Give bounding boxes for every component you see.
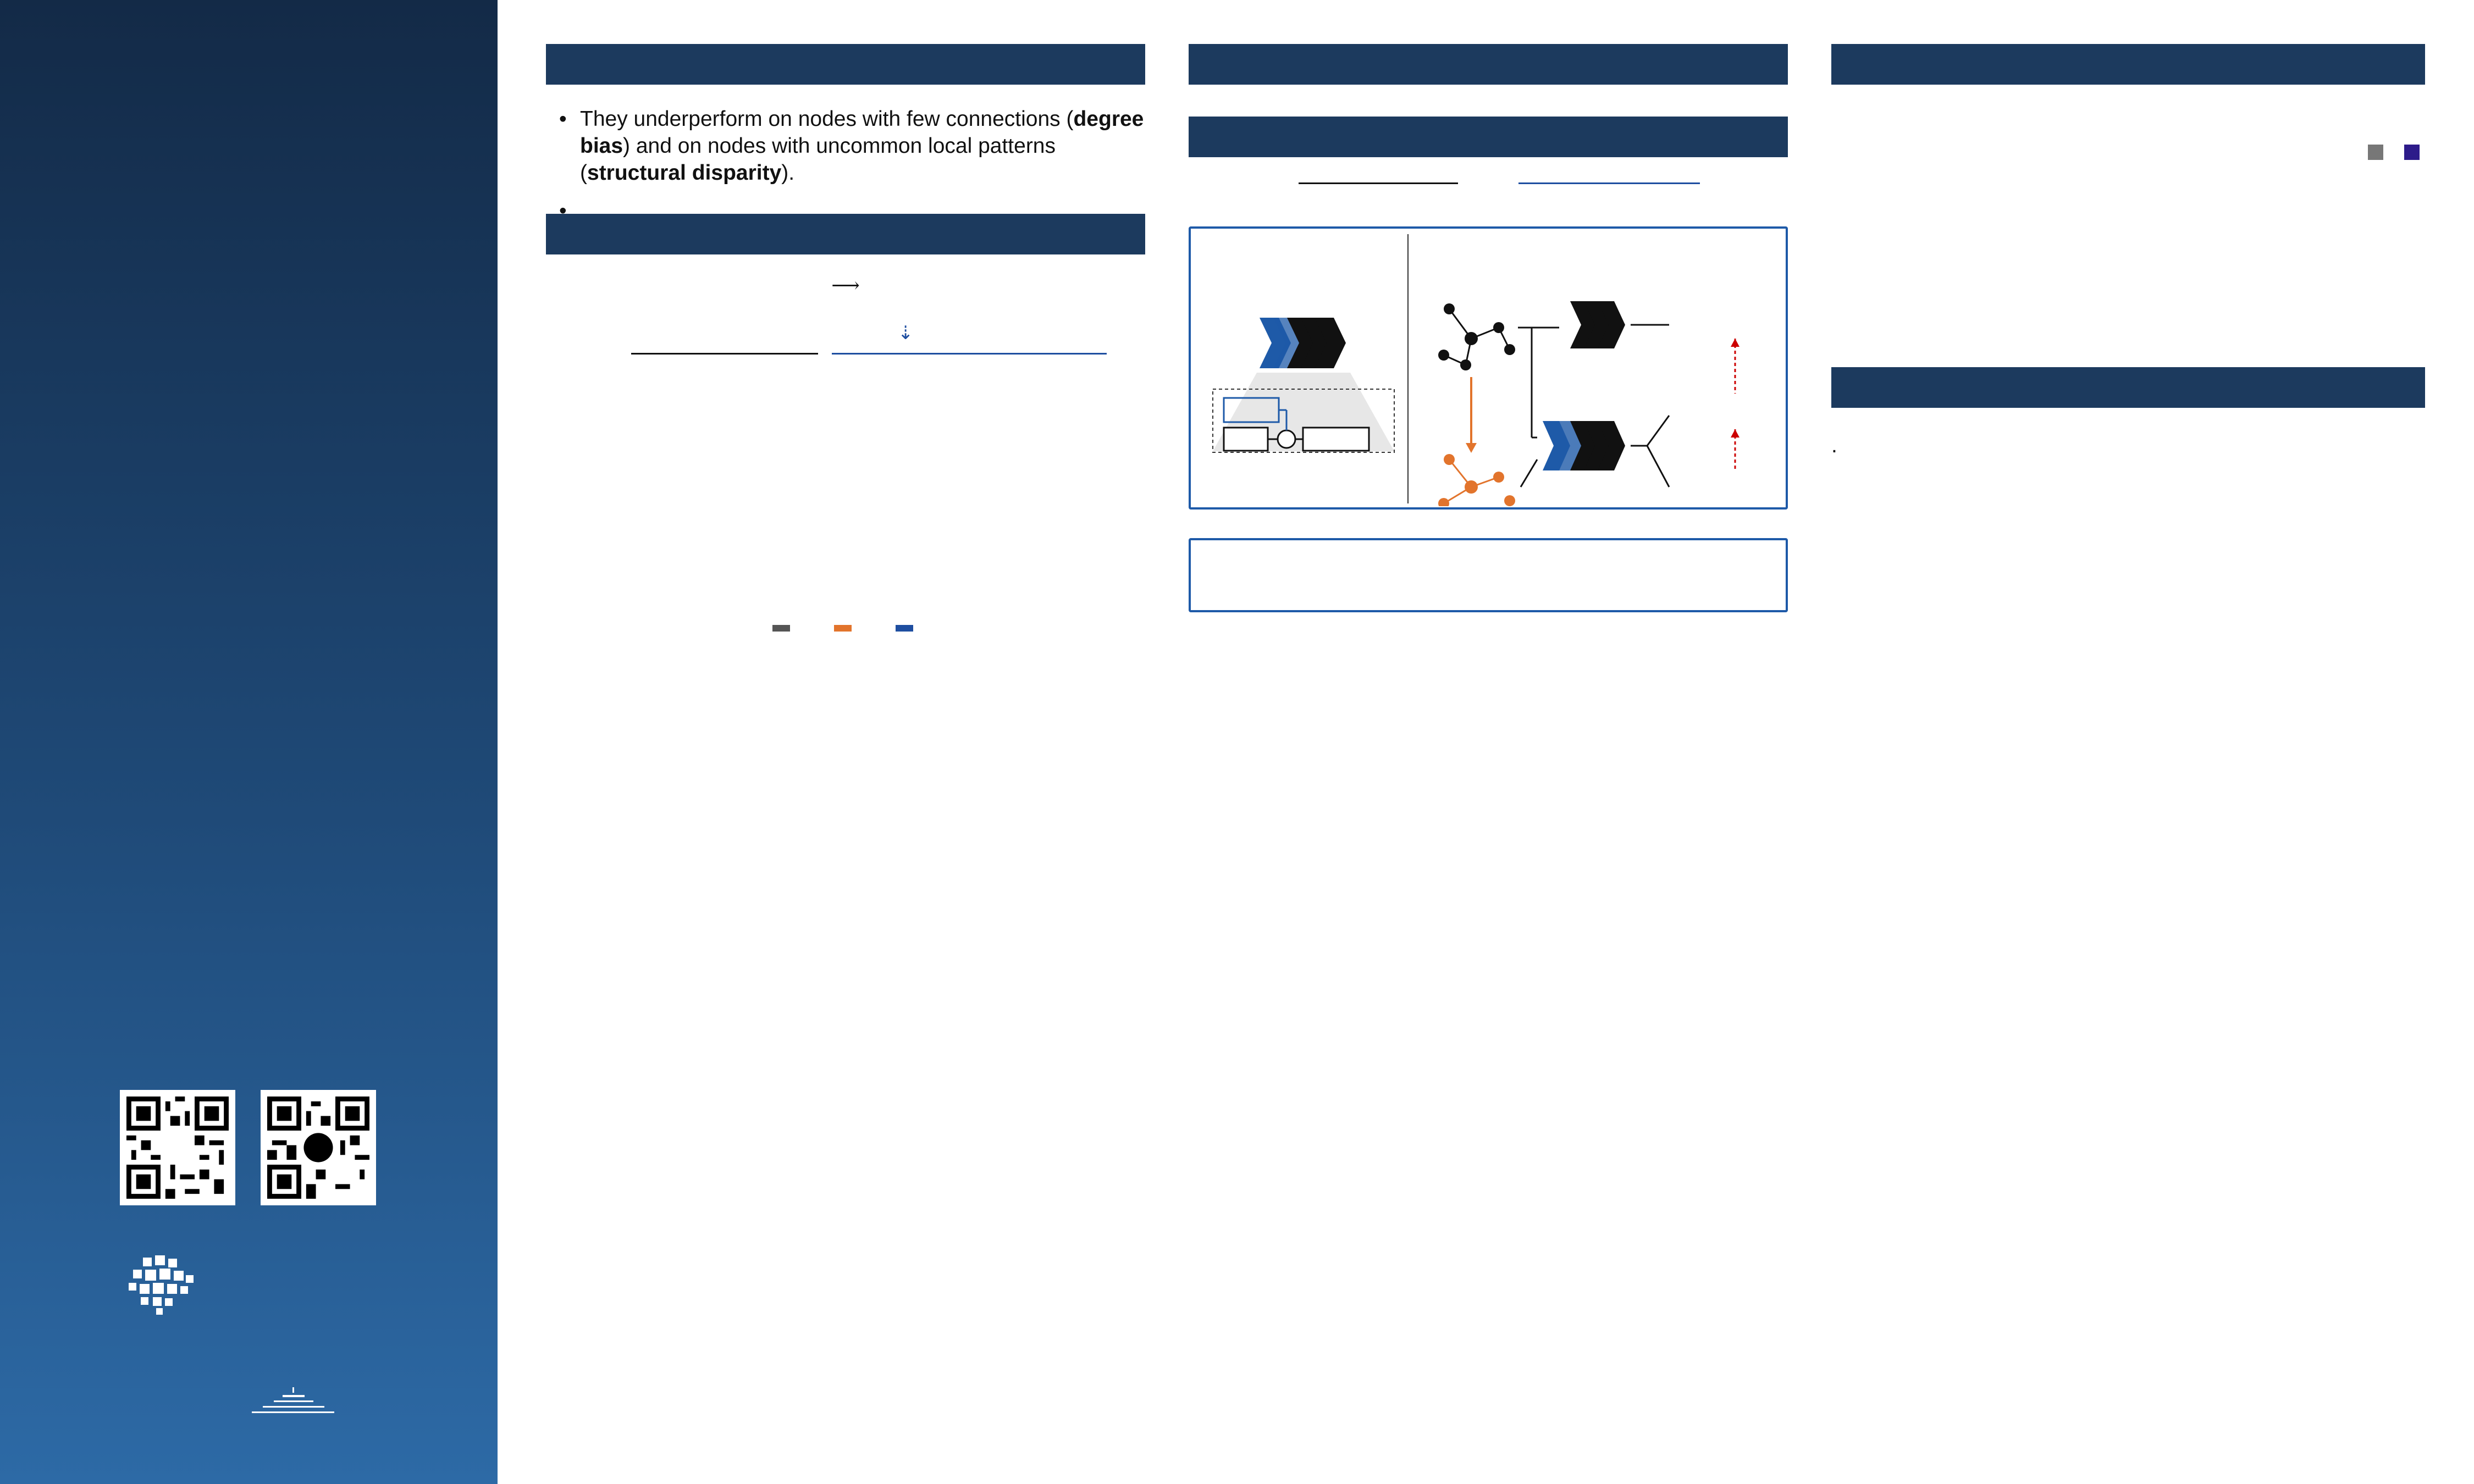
- github-qr-code[interactable]: [261, 1090, 376, 1205]
- list-item: • They underperform on nodes with few connections (degree bias) and on nodes with uncommon local patterns (structural disparity).: [546, 106, 1145, 186]
- icml-brain-icon: [121, 1253, 203, 1319]
- introduction-header: [546, 44, 1145, 85]
- brace-labels: [546, 350, 1145, 381]
- equation: ⟶: [825, 274, 866, 297]
- arxiv-qr-code[interactable]: [120, 1090, 235, 1205]
- method-diagram: [1191, 229, 1785, 506]
- introduction-list: [546, 106, 1145, 186]
- legend-swatch: [834, 625, 852, 632]
- experiments-header: [1831, 44, 2425, 85]
- qr-pattern: [126, 1097, 229, 1199]
- curves-legend: [546, 617, 1145, 638]
- aggb-stack: [1260, 318, 1346, 368]
- column-1: [546, 44, 1145, 649]
- column-2: [1189, 44, 1788, 636]
- legend-swatch: [772, 625, 790, 632]
- failure-header: [546, 214, 1145, 254]
- qr-pattern: [267, 1097, 369, 1199]
- legend-swatch: [2404, 145, 2420, 160]
- legend-swatch: [896, 625, 913, 632]
- munster-emblem-icon: [252, 1384, 334, 1417]
- brace-labels: [1189, 179, 1788, 212]
- reason-header: [1189, 44, 1788, 85]
- authors: [49, 294, 70, 382]
- column-3: [1831, 44, 2425, 459]
- training-curves-svg: [546, 407, 1145, 616]
- icml-logo: [121, 1253, 385, 1319]
- conclusion-header: [1831, 367, 2425, 408]
- solution-box: [1189, 538, 1788, 612]
- assumption-note: ⇣: [898, 323, 914, 344]
- conclusion-text: .: [1831, 434, 1837, 457]
- training-curves: [546, 407, 1145, 616]
- degree-bias-title-row: [1831, 141, 2425, 162]
- method-figure: [1189, 226, 1788, 510]
- degree-bias-chart: [1831, 167, 2425, 304]
- sidebar: [0, 0, 498, 1484]
- achieve-header: [1189, 117, 1788, 157]
- legend-swatch: [2368, 145, 2383, 160]
